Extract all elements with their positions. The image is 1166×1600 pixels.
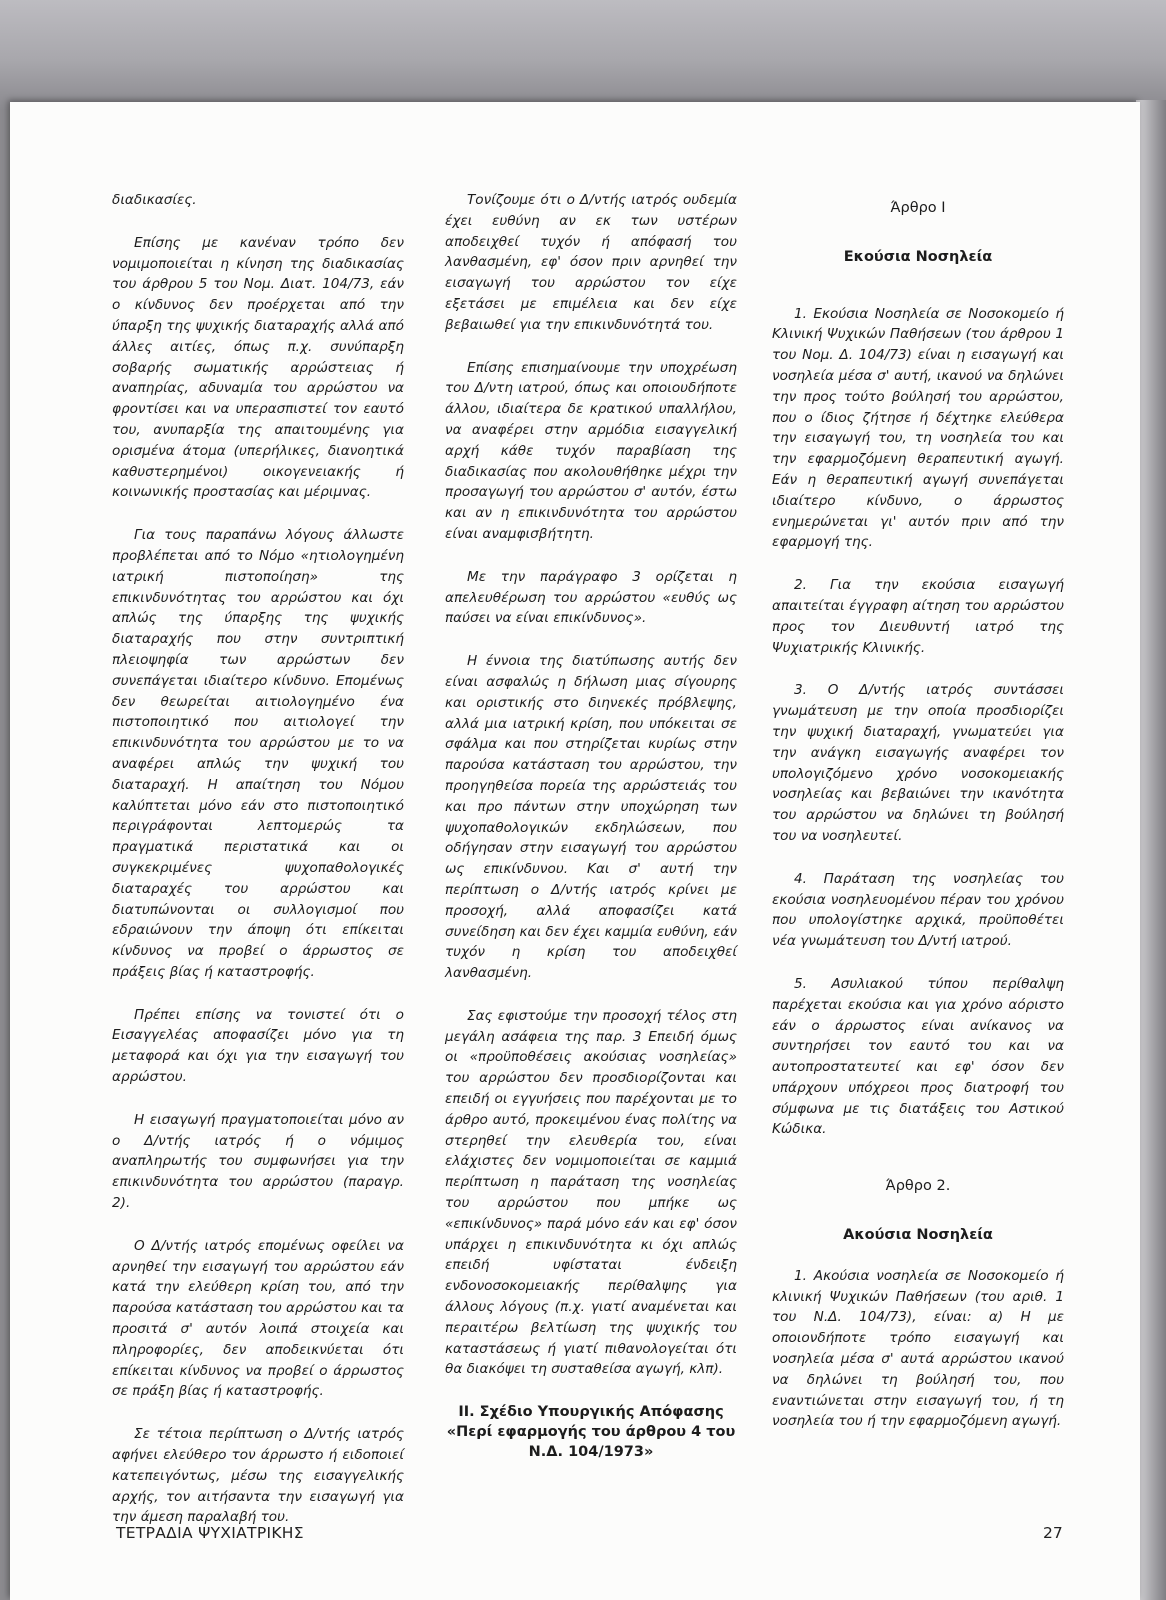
column-right (772, 190, 1064, 1454)
paragraph: Ο Δ/ντής ιατρός επομένως οφείλει να αρνηθεί την εισαγωγή του αρρώστου εάν κατά την ελεύθερη κρίση του, από την παρούσα κατάσταση του αρρώστου και τα προσιτά σ' αυτόν λοιπά στοιχεία και πληροφορίες, δεν αποδεικνύεται ότι επίκειται κίνδυνος να προβεί ο άρρωστος σε πράξη βίας ή καταστροφής. (112, 1237, 404, 1400)
article-2-title: Ακούσια Νοσηλεία (843, 1227, 993, 1244)
column-middle (445, 190, 737, 1462)
paragraph: Με την παράγραφο 3 ορίζεται η απελευθέρωση του αρρώστου «ευθύς ως παύσει να είναι επικίνδυνος». (445, 568, 737, 627)
paragraph: 1. Εκούσια Νοσηλεία σε Νοσοκομείο ή Κλινική Ψυχικών Παθήσεων (του άρθρου 1 του Νομ. Δ. 104/73) είναι η εισαγωγή και νοσηλεία μέσα σ' αυτή, ικανού να δηλώνει την προς τούτο βούλησή του αρρώστου, που ο ίδιος ζήτησε ή δέχτηκε ελεύθερα την εισαγωγή του, τη νοσηλεία του και την εφαρμοζόμενη θεραπευτική αγωγή. Εάν η θεραπευτική αγωγή συνεπάγεται ιδιαίτερο κίνδυνο, ο άρρωστος ενημερώνεται γι' αυτόν πριν από την εφαρμογή της. (772, 305, 1064, 551)
paragraph: 5. Ασυλιακού τύπου περίθαλψη παρέχεται εκούσια και για χρόνο αόριστο εάν ο άρρωστος είναι ανίκανος να συντηρήσει τον εαυτό του και να αυτοπροστατευτεί και εφ' όσον δεν υπάρχουν υπόχρεοι προς διατροφή του σύμφωνα με τις διατάξεις του Αστικού Κώδικα. (772, 975, 1064, 1138)
document-page (10, 102, 1140, 1600)
journal-title: ΤΕΤΡΑΔΙΑ ΨΥΧΙΑΤΡΙΚΗΣ (116, 1524, 304, 1542)
paragraph: Σας εφιστούμε την προσοχή τέλος στη μεγάλη ασάφεια της παρ. 3 Επειδή όμως οι «προϋποθέσεις ακούσιας νοσηλείας» του αρρώστου δεν προσδιορίζονται και επειδή οι εγγυήσεις που παρέχονται με το άρθρο αυτό, προκειμένου ένας πολίτης να στερηθεί την ελευθερία του, είναι ελάχιστες δεν νομιμοποιείται σε καμμιά περίπτωση η παράταση της νοσηλείας του αρρώστου που μπήκε ως «επικίνδυνος» παρά μόνο εάν και εφ' όσον υπάρχει η επικινδυνότητα κι όχι απλώς επειδή υφίσταται ένδειξη ενδονοσοκομειακής περίθαλψης για άλλους λόγους (π.χ. γιατί αναμένεται και περαιτέρω βελτίωση της ψυχικής του καταστάσεως ή γιατί πιθανολογείται ότι θα διακόψει τη συσταθείσα αγωγή, κλπ). (445, 1007, 737, 1378)
article-2-label: Άρθρο 2. (885, 1178, 951, 1195)
section-title: ΙΙ. Σχέδιο Υπουργικής Απόφασης «Περί εφαρμογής του άρθρου 4 του Ν.Δ. 104/1973» (446, 1404, 736, 1461)
article-1-label: Άρθρο Ι (890, 200, 946, 216)
paragraph: 3. Ο Δ/ντής ιατρός συντάσσει γνωμάτευση με την οποία προσδιορίζει την ψυχική διαταραχή, γνωματεύει για την ανάγκη εισαγωγής αναφέρει τον υπολογιζόμενο χρόνο νοσοκομειακής νοσηλείας και βεβαιώνει την ικανότητα του αρρώστου να δηλώνει τη βούλησή του να νοσηλευτεί. (772, 682, 1064, 844)
paragraph: Η έννοια της διατύπωσης αυτής δεν είναι ασφαλώς η δήλωση μιας σίγουρης και οριστικής στο διηνεκές πρόβλεψης, αλλά μια ιατρική κρίση, που υπόκειται σε σφάλμα και που στηρίζεται κυρίως στην παρούσα κατάσταση του αρρώστου, την προηγηθείσα πορεία της αρρώστειάς του και προ πάντων στην υποχώρηση των ψυχοπαθολογικών εκδηλώσεων, που οδήγησαν στην εισαγωγή του αρρώστου ως επικίνδυνου. Και σ' αυτή την περίπτωση ο Δ/ντής ιατρός κρίνει με προσοχή, αλλά αποφασίζει κατά συνείδηση και δεν έχει καμμία ευθύνη, εάν τυχόν η κρίση του αποδειχθεί λανθασμένη. (445, 653, 737, 982)
paragraph: Για τους παραπάνω λόγους άλλωστε προβλέπεται από το Νόμο «ητιολογημένη ιατρική πιστοποίηση» της επικινδυνότητας του αρρώστου και όχι απλώς της ύπαρξης της ψυχικής διαταραχής που στην συντριπτική πλειοψηφία των αρρώστων δεν συνεπάγεται ιδιαίτερο κίνδυνο. Επομένως δεν θεωρείται αιτιολογημένο ένα πιστοποιητικό που αιτιολογεί την επικινδυνότητα του αρρώστου με το να αναφέρει απλώς την ψυχική του διαταραχή. Η απαίτηση του Νόμου καλύπτεται μόνο εάν στο πιστοποιητικό περιγράφονται λεπτομερώς τα πραγματικά περιστατικά και οι συγκεκριμένες ψυχοπαθολογικές διαταραχές του αρρώστου και διατυπώνονται οι συλλογισμοί που εδραιώνουν την άποψη ότι επίκειται κίνδυνος να προβεί ο άρρωστος σε πράξεις βίας ή καταστροφής. (112, 527, 404, 980)
column-left (112, 190, 404, 1550)
paragraph: 1. Ακούσια νοσηλεία σε Νοσοκομείο ή κλινική Ψυχικών Παθήσεων (του αριθ. 1 του Ν.Δ. 104/73), είναι: α) Η με οποιονδήποτε τρόπο εισαγωγή και νοσηλεία μέσα σ' αυτά αρρώστου ικανού να δηλώνει τη βούλησή του, που εναντιώνεται στην εισαγωγή του, ή τη νοσηλεία του ή την εφαρμοζόμενη αγωγή. (772, 1267, 1064, 1430)
scanner-background-top (0, 0, 1166, 110)
paragraph: διαδικασίες. (112, 192, 197, 208)
page-number: 27 (1043, 1524, 1063, 1542)
article-1-title: Εκούσια Νοσηλεία (843, 248, 993, 265)
paragraph: 2. Για την εκούσια εισαγωγή απαιτείται έγγραφη αίτηση του αρρώστου προς τον Διευθυντή ιατρό της Ψυχιατρικής Κλινικής. (772, 577, 1064, 656)
paragraph: 4. Παράταση της νοσηλείας του εκούσια νοσηλευομένου πέραν του χρόνου που υπολογίστηκε αρχικά, προϋποθέτει νέα γνωμάτευση του Δ/ντή ιατρού. (772, 870, 1064, 950)
paragraph: Τονίζουμε ότι ο Δ/ντής ιατρός ουδεμία έχει ευθύνη αν εκ των υστέρων αποδειχθεί τυχόν ή απόφασή του λανθασμένη, εφ' όσον πριν αρνηθεί την εισαγωγή του αρρώστου τον είχε εξετάσει με επιμέλεια και δεν είχε βεβαιωθεί για την επικινδυνότητά του. (445, 192, 737, 333)
paragraph: Πρέπει επίσης να τονιστεί ότι ο Εισαγγελέας αποφασίζει μόνο για τη μεταφορά και όχι για την εισαγωγή του αρρώστου. (112, 1006, 404, 1086)
paragraph: Η εισαγωγή πραγματοποιείται μόνο αν ο Δ/ντής ιατρός ή ο νόμιμος αναπληρωτής του συμφωνήσει για την επικινδυνότητα του αρρώστου (παραγρ. 2). (112, 1111, 404, 1212)
paragraph: Σε τέτοια περίπτωση ο Δ/ντής ιατρός αφήνει ελεύθερο τον άρρωστο ή ειδοποιεί κατεπειγόντως, μέσω της εισαγγελικής αρχής, τον αιτήσαντα την εισαγωγή για την άμεση παραλαβή του. (112, 1426, 404, 1526)
paragraph: Επίσης με κανέναν τρόπο δεν νομιμοποιείται η κίνηση της διαδικασίας του άρθρου 5 του Νομ. Διατ. 104/73, εάν ο κίνδυνος δεν προέρχεται από την ύπαρξη της ψυχικής διαταραχής αλλά από άλλες αιτίες, όπως π.χ. συνύπαρξη σοβαρής σωματικής αρρώστειας ή αναπηρίας, αδυναμία του αρρώστου να φροντίσει και να υπερασπιστεί τον εαυτό του, ανυπαρξία της απαιτουμένης για ορισμένα άτομα (υπερήλικες, διανοητικά καθυστερημένοι) οικογενειακής ή κοινωνικής προστασίας και μέριμνας. (112, 234, 404, 501)
paragraph: Επίσης επισημαίνουμε την υποχρέωση του Δ/ντη ιατρού, όπως και οποιουδήποτε άλλου, ιδιαίτερα δε κρατικού υπαλλήλου, να αναφέρει στην αρμόδια εισαγγελική αρχή κάθε τυχόν παραβίαση της διαδικασίας που ακολουθήθηκε μέχρι την προσαγωγή του αρρώστου σ' αυτόν, έστω και αν η επικινδυνότητα του αρρώστου είναι αναμφισβήτητη. (445, 359, 737, 542)
scanner-background-right (1136, 100, 1166, 1600)
